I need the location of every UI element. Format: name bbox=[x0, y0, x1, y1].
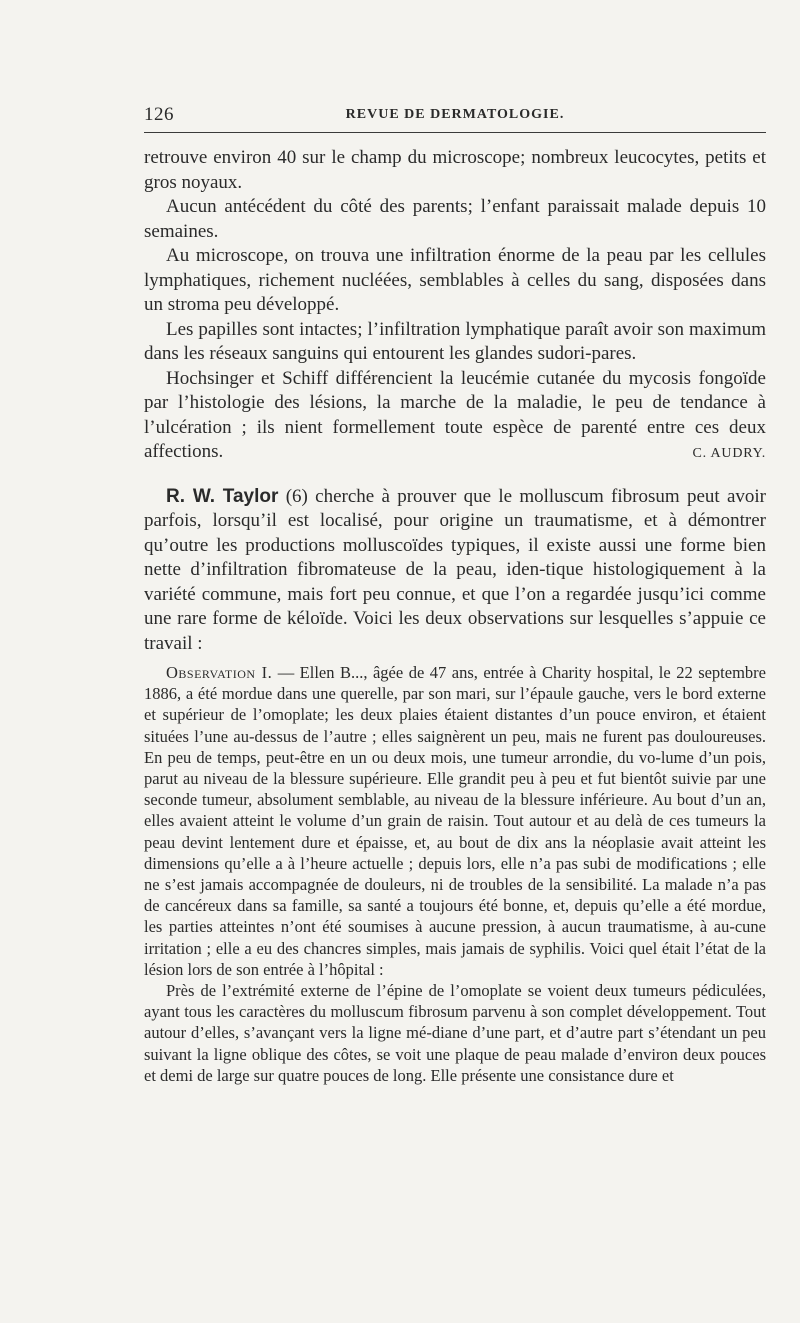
observation-paragraph bbox=[144, 662, 766, 980]
section-gap bbox=[144, 465, 766, 485]
paragraph: Les papilles sont intactes; l’infiltration lymphatique paraît avoir son maximum dans les réseaux sanguins qui entourent les glandes sudori-pares. bbox=[144, 318, 766, 364]
observation-paragraph-2: Près de l’extrémité externe de l’épine de l’omoplate se voient deux tumeurs pédiculées, ayant tous les caractères du molluscum fibrosum parvenu à son complet développement. Tout autour d’elles, s’avançant vers la ligne mé-diane d’une part, et d’autre part s’étendant un peu suivant la ligne oblique des côtes, se voit une plaque de peau malade d’environ deux pouces et demi de large sur quatre pouces de long. Elle présente une consistance dure et bbox=[144, 981, 766, 1085]
paragraph: Au microscope, on trouva une infiltration énorme de la peau par les cellules lymphatiques, richement nucléées, semblables à celles du sang, disposées dans un stroma peu développé. bbox=[144, 245, 766, 315]
observation-label: Observation I. bbox=[166, 663, 273, 682]
paragraph-text: Hochsinger et Schiff différencient la leucémie cutanée du mycosis fongoïde par l’histologie des lésions, la marche de la maladie, le peu de tendance à l’ulcération ; ils nient formellement toute espèce de parenté entre ces deux affections. bbox=[144, 367, 766, 462]
paragraph-continuation: retrouve environ 40 sur le champ du microscope; nombreux leucocytes, petits et gros noyaux. bbox=[144, 147, 766, 193]
page-number: 126 bbox=[144, 104, 174, 125]
paragraph: Aucun antécédent du côté des parents; l’enfant paraissait malade depuis 10 semaines. bbox=[144, 196, 766, 242]
observation-block bbox=[144, 662, 766, 1086]
header-rule bbox=[144, 132, 766, 133]
taylor-text: (6) cherche à prouver que le molluscum fibrosum peut avoir parfois, lorsqu’il est localisé, pour origine un traumatisme, et à démontrer qu’outre les productions molluscoïdes typiques, il existe aussi une forme bien nette d’infiltration fibromateuse de la peau, iden-tique histologiquement à la variété commune, mais fort peu connue, et que l’on a regardée jusqu’ici comme une rare forme de kéloïde. Voici les deux observations sur lesquelles s’appuie ce travail : bbox=[144, 485, 766, 654]
author-name: R. W. Taylor bbox=[166, 485, 279, 507]
paragraph-with-signature bbox=[144, 367, 766, 465]
author-signature: C. AUDRY. bbox=[692, 446, 766, 461]
page-header bbox=[144, 104, 766, 128]
main-text bbox=[144, 146, 766, 1086]
observation-text: — Ellen B..., âgée de 47 ans, entrée à Charity hospital, le 22 septembre 1886, a été mordue dans une querelle, par son mari, sur l’épaule gauche, vers le bord externe et supérieur de l’omoplate; les deux plaies étaient distantes d’un pouce environ, et étaient situées l’une au-dessus de l’autre ; elles saignèrent un peu, mais ne furent pas douloureuses. En peu de temps, peut-être en un ou deux mois, une tumeur arrondie, du vo-lume d’un pois, parut au niveau de la blessure supérieure. Elle grandit peu à peu et fut bientôt suivie par une seconde tumeur, absolument semblable, au niveau de la blessure inférieure. Au bout d’un an, elles avaient atteint le volume d’un grain de raisin. Tout autour et au delà de ces tumeurs la peau devint lentement dure et épaisse, et, au bout de dix ans la néoplasie avait atteint les dimensions qu’elle a à l’heure actuelle ; depuis lors, elle n’a pas subi de modifications ; elle ne s’est jamais accompagnée de douleurs, ni de troubles de la sensibilité. La malade n’a pas de cancéreux dans sa famille, sa santé a toujours été bonne, et, depuis qu’elle a été mordue, les parties atteintes n’ont été soumises à aucune pression, à aucun traumatisme, à au-cune irritation ; elle a eu des chancres simples, mais jamais de syphilis. Voici quel était l’état de la lésion lors de son entrée à l’hôpital : bbox=[144, 663, 766, 979]
running-title: REVUE DE DERMATOLOGIE. bbox=[345, 107, 565, 122]
document-page bbox=[144, 0, 766, 1323]
taylor-paragraph bbox=[144, 485, 766, 657]
